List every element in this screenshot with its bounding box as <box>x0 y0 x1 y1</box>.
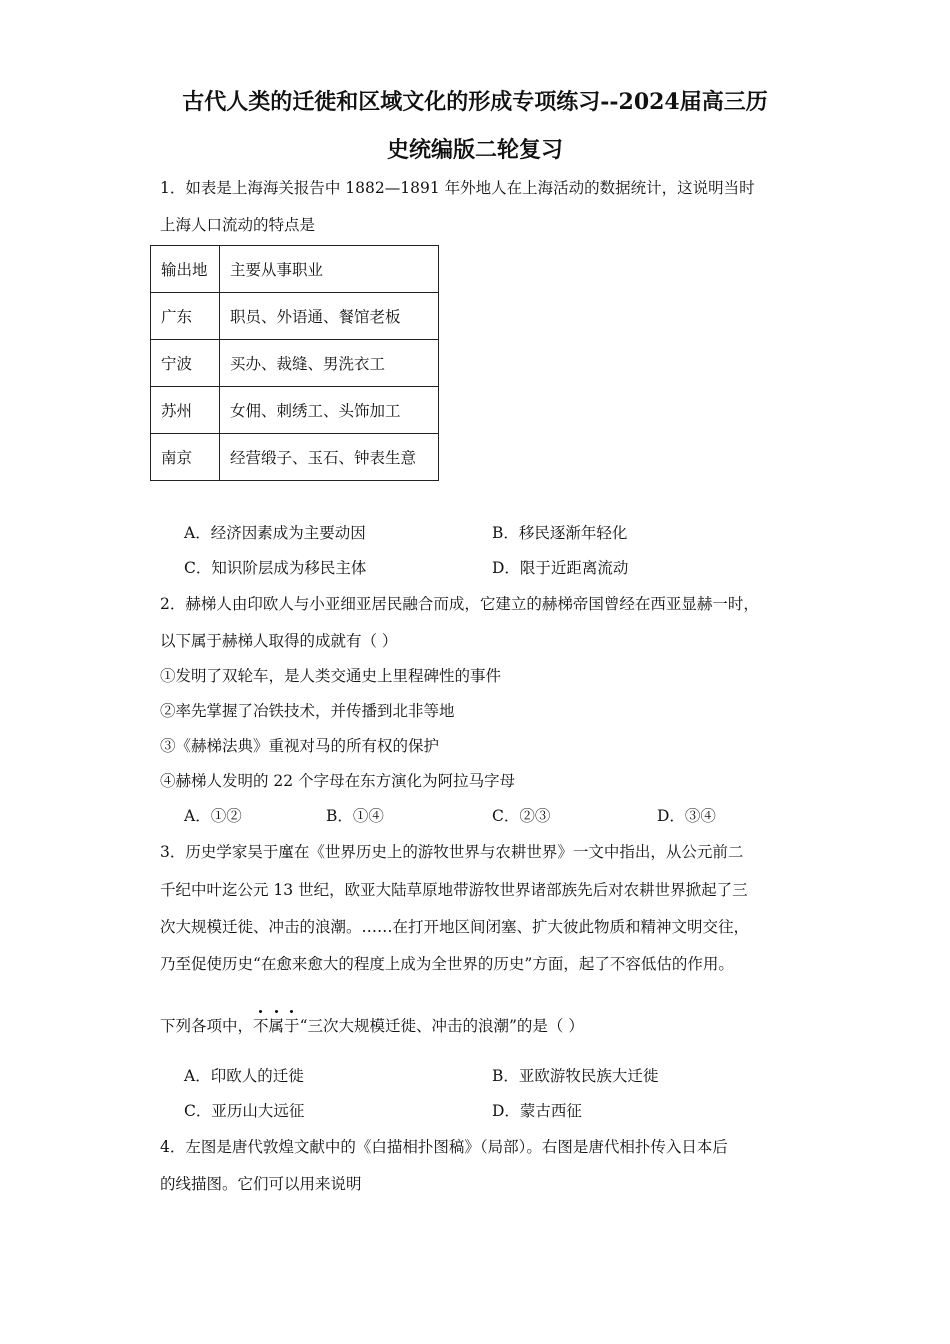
q3-stem-line-4: 乃至促使历史“在愈来愈大的程度上成为全世界的历史”方面，起了不容低估的作用。 <box>160 955 734 973</box>
q1-option-b: B．移民逐渐年轻化 <box>492 524 628 542</box>
table-row <box>151 246 439 293</box>
q3-question-suffix: “三次大规模迁徙、冲击的浪潮”的是（ ） <box>299 1017 584 1035</box>
q4-stem-line-1: 4．左图是唐代敦煌文献中的《白描相扑图稿》（局部）。右图是唐代相扑传入日本后 <box>160 1138 728 1156</box>
q2-statement-4: ④赫梯人发明的 22 个字母在东方演化为阿拉马字母 <box>160 772 516 790</box>
document-title-line-1: 古代人类的迁徙和区域文化的形成专项练习--2024届高三历 <box>182 89 768 115</box>
q1-stem-line-1: 1．如表是上海海关报告中 1882—1891 年外地人在上海活动的数据统计，这说明当时 <box>160 179 755 197</box>
table-cell: 宁波 <box>151 340 220 387</box>
q2-statement-3: ③《赫梯法典》重视对马的所有权的保护 <box>160 737 440 755</box>
q4-stem-line-2: 的线描图。它们可以用来说明 <box>160 1175 362 1193</box>
q2-stem-line-2: 以下属于赫梯人取得的成就有（ ） <box>160 632 398 650</box>
q1-option-a: A．经济因素成为主要动因 <box>184 524 366 542</box>
table-row <box>151 434 439 481</box>
q3-question-prefix: 下列各项中， <box>160 1017 254 1035</box>
table-cell: 职员、外语通、餐馆老板 <box>220 293 439 340</box>
q2-option-d: D．③④ <box>657 807 716 825</box>
q3-option-a: A．印欧人的迁徙 <box>184 1067 304 1085</box>
q3-option-c: C．亚历山大远征 <box>184 1102 305 1120</box>
table-cell: 南京 <box>151 434 220 481</box>
document-title-line-2: 史统编版二轮复习 <box>386 137 563 163</box>
emphasis-char: 于 <box>284 1017 300 1035</box>
q3-stem-line-2: 千纪中叶迄公元 13 世纪，欧亚大陆草原地带游牧世界诸部族先后对农耕世界掀起了三 <box>160 881 748 899</box>
q2-option-a: A．①② <box>184 807 242 825</box>
q3-stem-line-1: 3．历史学家吴于廑在《世界历史上的游牧世界与农耕世界》一文中指出，从公元前二 <box>160 843 744 861</box>
table-cell: 买办、裁缝、男洗衣工 <box>220 340 439 387</box>
q2-stem-line-1: 2．赫梯人由印欧人与小亚细亚居民融合而成，它建立的赫梯帝国曾经在西亚显赫一时， <box>160 595 759 613</box>
table-row <box>151 293 439 340</box>
q3-option-d: D．蒙古西征 <box>492 1102 582 1120</box>
q1-data-table <box>150 245 439 481</box>
q2-option-c: C．②③ <box>492 807 551 825</box>
table-header-cell: 主要从事职业 <box>220 246 439 293</box>
table-header-cell: 输出地 <box>151 246 220 293</box>
emphasis-char: 不 <box>253 1017 269 1035</box>
q3-stem-line-3: 次大规模迁徙、冲击的浪潮。……在打开地区间闭塞、扩大彼此物质和精神文明交往， <box>160 918 750 936</box>
q1-option-c: C．知识阶层成为移民主体 <box>184 559 367 577</box>
q2-statement-1: ①发明了双轮车，是人类交通史上里程碑性的事件 <box>160 667 502 685</box>
emphasis-char: 属 <box>268 1017 285 1035</box>
table-row <box>151 387 439 434</box>
table-cell: 苏州 <box>151 387 220 434</box>
q1-option-d: D．限于近距离流动 <box>492 559 629 577</box>
q1-stem-line-2: 上海人口流动的特点是 <box>160 216 316 234</box>
q2-statement-2: ②率先掌握了冶铁技术，并传播到北非等地 <box>160 702 455 720</box>
table-row <box>151 340 439 387</box>
table-cell: 经营缎子、玉石、钟表生意 <box>220 434 439 481</box>
q2-option-b: B．①④ <box>326 807 384 825</box>
table-cell: 女佣、刺绣工、头饰加工 <box>220 387 439 434</box>
q3-question-line <box>160 1016 800 1036</box>
table-cell: 广东 <box>151 293 220 340</box>
q3-option-b: B．亚欧游牧民族大迁徙 <box>492 1067 659 1085</box>
